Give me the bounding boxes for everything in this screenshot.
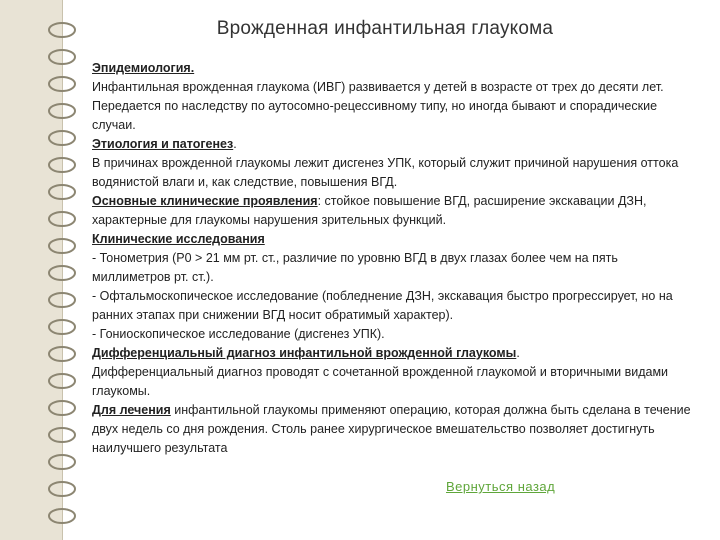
section-heading: Дифференциальный диагноз инфантильной врожденной глаукомы (92, 346, 517, 360)
section-epidemiology (92, 59, 692, 78)
paragraph: Дифференциальный диагноз проводят с сочетанной врожденной глаукомой и вторичными видами глаукомы. (92, 365, 669, 398)
slide-body (92, 59, 692, 458)
section-suffix: . (233, 137, 237, 151)
list-item: - Гониоскопическое исследование (дисгенез УПК). (92, 327, 385, 341)
slide-title: Врожденная инфантильная глаукома (216, 18, 554, 39)
section-differential-diagnosis (92, 344, 692, 363)
binder-ring (49, 50, 75, 64)
list-item: - Офтальмоскопическое исследование (побледнение ДЗН, экскавация быстро прогрессирует, но на ранних этапах при снижении ВГД носит обратимый характер). (92, 289, 673, 322)
binder-ring (49, 212, 75, 226)
binder-ring (49, 347, 75, 361)
back-link[interactable]: Вернуться назад (446, 479, 556, 494)
section-heading: Основные клинические проявления (92, 194, 318, 208)
binder-rings (44, 0, 80, 540)
binder-ring (49, 77, 75, 91)
list-item: - Тонометрия (Р0 > 21 мм рт. ст., различие по уровню ВГД в двух глазах более чем на пять миллиметров рт. ст.). (92, 251, 618, 284)
binder-ring (49, 401, 75, 415)
binder-ring (49, 320, 75, 334)
binder-ring (49, 131, 75, 145)
section-heading: Этиология и патогенез (92, 137, 234, 151)
binder-ring (49, 185, 75, 199)
section-suffix: : стойкое повышение ВГД, расширение экскавации ДЗН, характерные для глаукомы нарушения зрительных функций. (92, 194, 647, 227)
section-heading: Эпидемиология. (92, 61, 195, 75)
section-heading: Клинические исследования (92, 232, 265, 246)
section-treatment (92, 401, 692, 458)
section-etiology (92, 135, 692, 154)
binder-ring (49, 509, 75, 523)
section-clinical-signs (92, 192, 692, 230)
binder-ring (49, 239, 75, 253)
binder-ring (49, 455, 75, 469)
section-heading: Для лечения (92, 403, 171, 417)
binder-ring (49, 428, 75, 442)
binder-ring (49, 104, 75, 118)
binder-ring (49, 158, 75, 172)
paragraph: В причинах врожденной глаукомы лежит дисгенез УПК, который служит причиной нарушения оттока водянистой влаги и, как следствие, повышения ВГД. (92, 156, 679, 189)
binder-ring (49, 23, 75, 37)
section-suffix: . (516, 346, 520, 360)
section-suffix: инфантильной глаукомы применяют операцию, которая должна быть сделана в течение двух недель со дня рождения. Столь ранее хирургическое вмешательство позволяет достигнуть наилучшего результата (92, 403, 691, 455)
paragraph: Инфантильная врожденная глаукома (ИВГ) развивается у детей в возрасте от трех до десяти лет. Передается по наследству по аутосомно-рецессивному типу, но иногда бывают и спорадические случаи. (92, 80, 664, 132)
binder-ring (49, 266, 75, 280)
binder-ring (49, 293, 75, 307)
section-clinical-studies (92, 230, 692, 249)
binder-ring (49, 374, 75, 388)
binder-ring (49, 482, 75, 496)
